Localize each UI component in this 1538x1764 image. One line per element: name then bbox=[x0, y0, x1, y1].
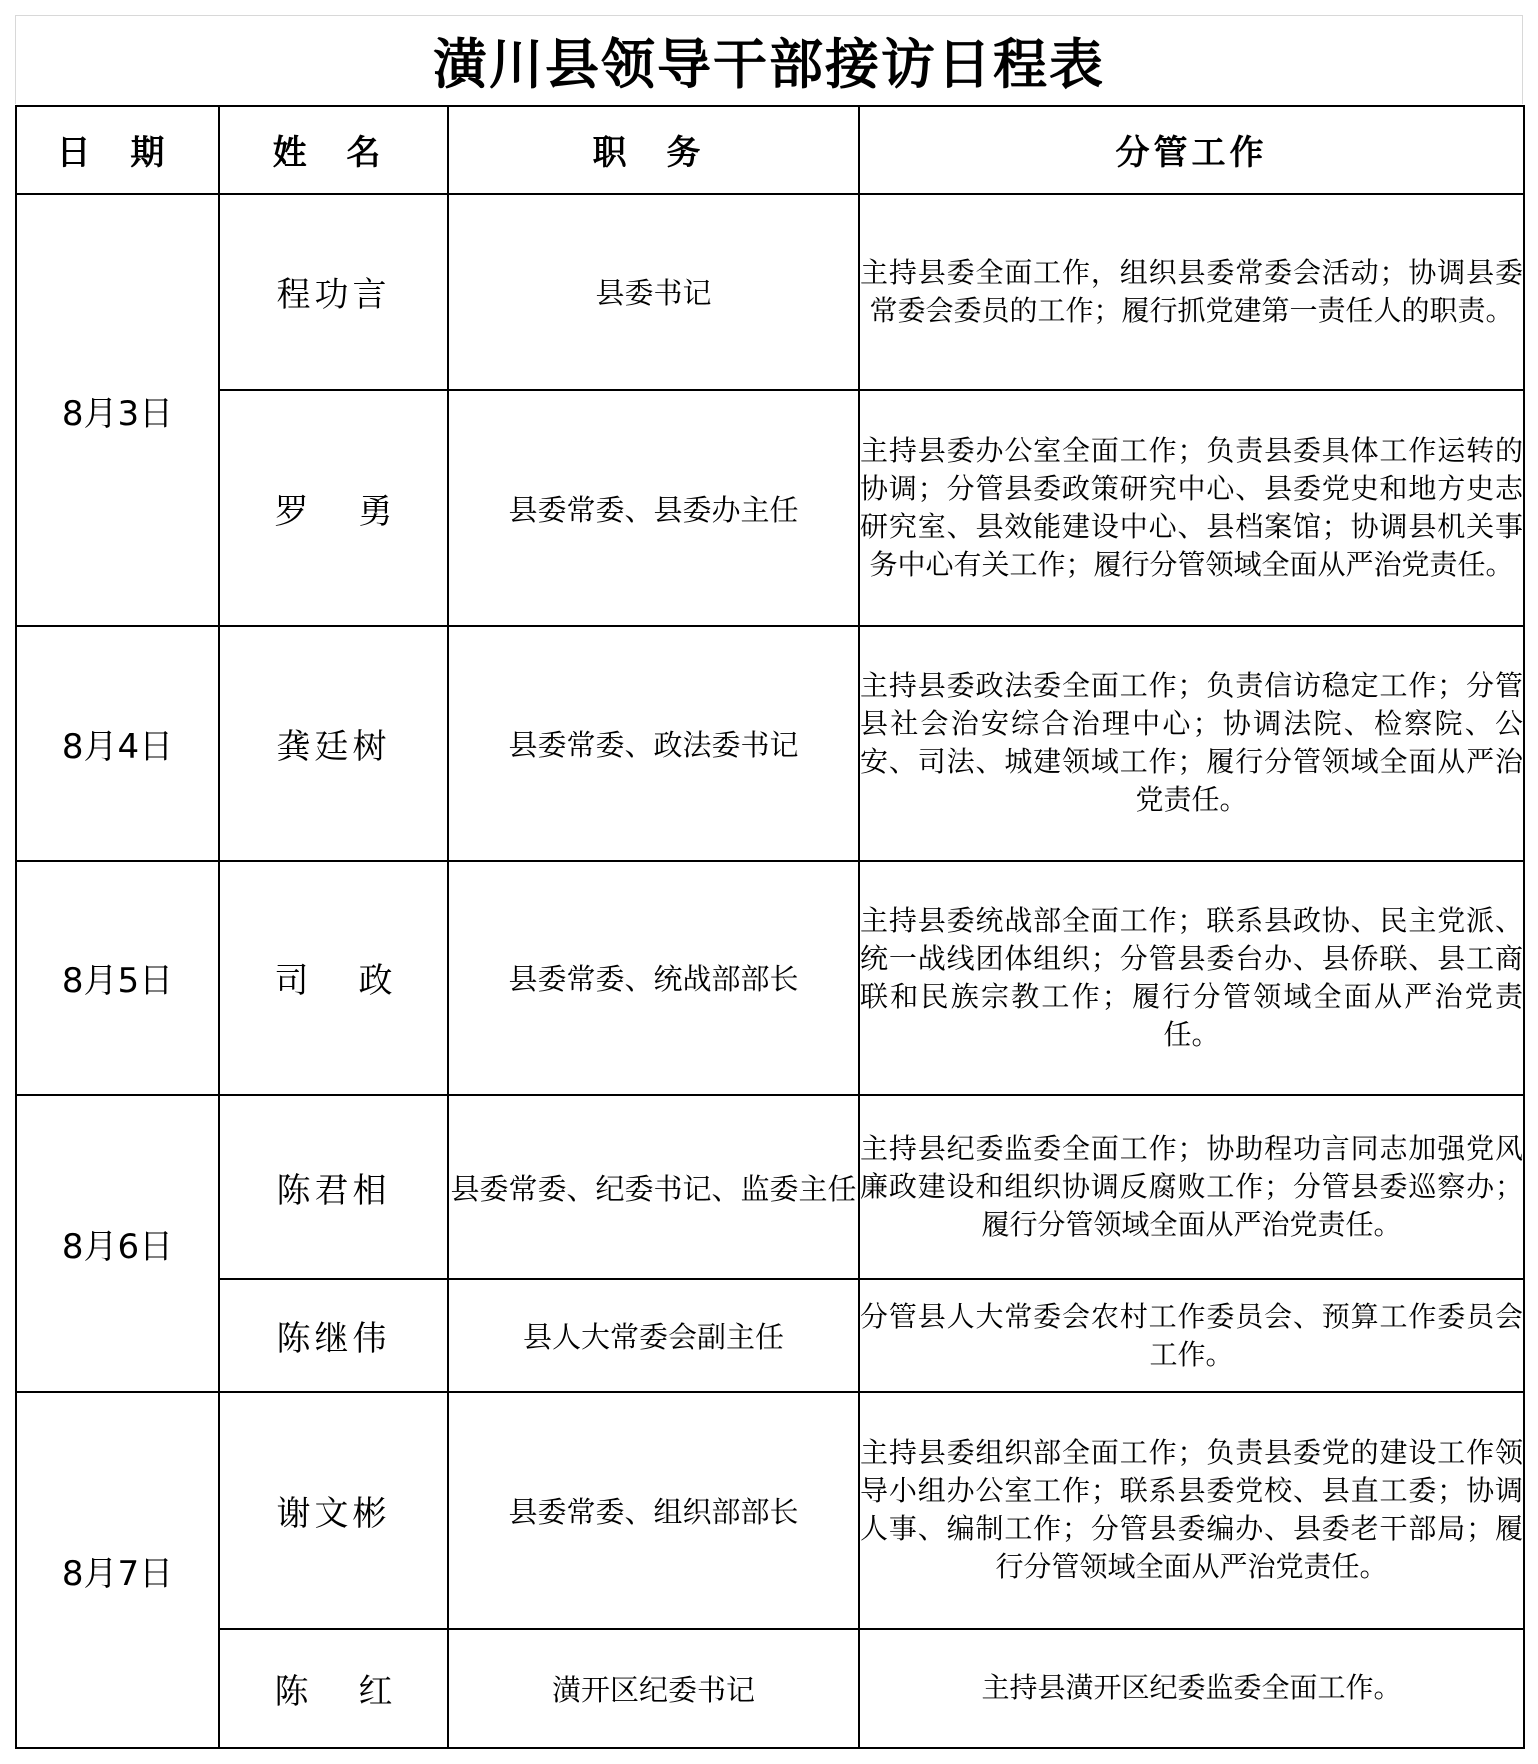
title-bar bbox=[15, 15, 1523, 104]
table-row bbox=[16, 390, 1524, 627]
table-row bbox=[16, 1095, 1524, 1280]
work-text: 主持县委办公室全面工作；负责县委具体工作运转的协调；分管县委政策研究中心、县委党史和地方史志研究室、县效能建设中心、县档案馆；协调县机关事务中心有关工作；履行分管领域全面从严治党责任。 bbox=[860, 434, 1523, 582]
work-cell bbox=[859, 861, 1524, 1095]
header-position: 职 务 bbox=[448, 106, 859, 194]
work-text: 主持县委组织部全面工作；负责县委党的建设工作领导小组办公室工作；联系县委党校、县直工委；协调人事、编制工作；分管县委编办、县委老干部局；履行分管领域全面从严治党责任。 bbox=[860, 1436, 1523, 1584]
header-name: 姓 名 bbox=[219, 106, 448, 194]
work-text: 主持县潢开区纪委监委全面工作。 bbox=[981, 1671, 1402, 1705]
position-cell: 县委书记 bbox=[448, 194, 859, 390]
table-row bbox=[16, 1392, 1524, 1629]
name-cell: 程功言 bbox=[219, 194, 448, 390]
work-cell bbox=[859, 626, 1524, 860]
work-cell bbox=[859, 390, 1524, 627]
schedule-table bbox=[15, 105, 1525, 1749]
page-title: 潢川县领导干部接访日程表 bbox=[433, 31, 1105, 96]
work-text: 分管县人大常委会农村工作委员会、预算工作委员会工作。 bbox=[860, 1299, 1523, 1371]
date-cell: 8月6日 bbox=[16, 1095, 219, 1392]
name-cell: 谢文彬 bbox=[219, 1392, 448, 1629]
position-cell: 县委常委、县委办主任 bbox=[448, 390, 859, 627]
header-date: 日 期 bbox=[16, 106, 219, 194]
position-cell: 潢开区纪委书记 bbox=[448, 1629, 859, 1748]
name-cell: 陈君相 bbox=[219, 1095, 448, 1280]
header-work: 分管工作 bbox=[859, 106, 1524, 194]
schedule-page bbox=[15, 15, 1523, 1749]
table-row bbox=[16, 194, 1524, 390]
position-cell: 县人大常委会副主任 bbox=[448, 1279, 859, 1392]
header-row bbox=[16, 106, 1524, 194]
table-row bbox=[16, 1629, 1524, 1748]
work-text: 主持县纪委监委全面工作；协助程功言同志加强党风廉政建设和组织协调反腐败工作；分管县委巡察办；履行分管领域全面从严治党责任。 bbox=[860, 1132, 1523, 1242]
date-cell: 8月7日 bbox=[16, 1392, 219, 1748]
name-cell: 司政 bbox=[219, 861, 448, 1095]
work-cell bbox=[859, 1279, 1524, 1392]
name-cell: 陈继伟 bbox=[219, 1279, 448, 1392]
position-cell: 县委常委、纪委书记、监委主任 bbox=[448, 1095, 859, 1280]
work-text: 主持县委政法委全面工作；负责信访稳定工作；分管县社会治安综合治理中心；协调法院、检察院、公安、司法、城建领域工作；履行分管领域全面从严治党责任。 bbox=[860, 669, 1523, 817]
position-cell: 县委常委、组织部部长 bbox=[448, 1392, 859, 1629]
name-cell: 罗勇 bbox=[219, 390, 448, 627]
date-cell: 8月3日 bbox=[16, 194, 219, 626]
work-cell bbox=[859, 1629, 1524, 1748]
table-row bbox=[16, 861, 1524, 1095]
date-cell: 8月5日 bbox=[16, 861, 219, 1095]
work-cell bbox=[859, 1392, 1524, 1629]
position-cell: 县委常委、统战部部长 bbox=[448, 861, 859, 1095]
work-cell bbox=[859, 1095, 1524, 1280]
work-text: 主持县委统战部全面工作；联系县政协、民主党派、统一战线团体组织；分管县委台办、县侨联、县工商联和民族宗教工作；履行分管领域全面从严治党责任。 bbox=[860, 903, 1523, 1051]
position-cell: 县委常委、政法委书记 bbox=[448, 626, 859, 860]
work-cell bbox=[859, 194, 1524, 390]
table-row bbox=[16, 626, 1524, 860]
name-cell: 龚廷树 bbox=[219, 626, 448, 860]
name-cell: 陈红 bbox=[219, 1629, 448, 1748]
date-cell: 8月4日 bbox=[16, 626, 219, 860]
work-text: 主持县委全面工作，组织县委常委会活动；协调县委常委会委员的工作；履行抓党建第一责任人的职责。 bbox=[860, 255, 1523, 327]
table-row bbox=[16, 1279, 1524, 1392]
